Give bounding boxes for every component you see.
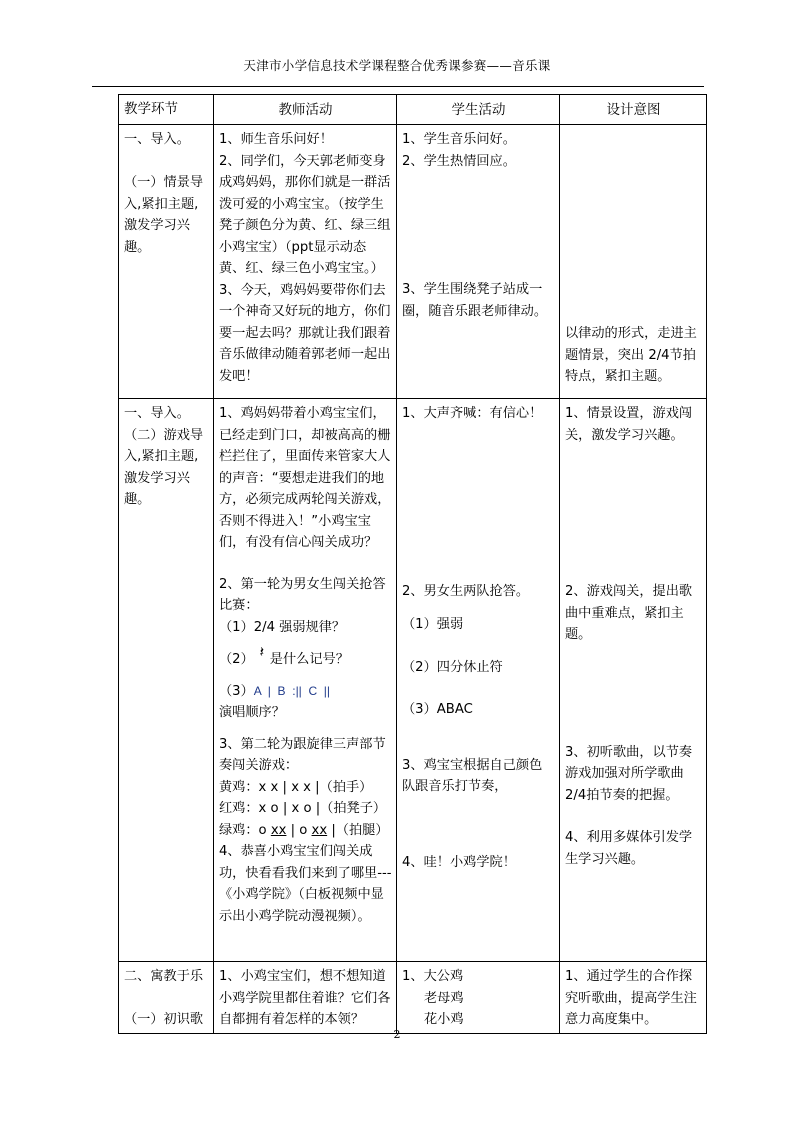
rhythm-green-part: | o [286,822,312,838]
design-text: 4、利用多媒体引发学生学习兴趣。 [565,830,693,867]
student-cell [397,399,560,962]
rest-symbol-icon: 𝄽 [259,643,265,661]
teacher-text: 1、小鸡宝宝们，想不想知道小鸡学院里都住着谁？它们各自都拥有着怎样的本领？ [219,969,391,1027]
stage-cell [119,125,214,399]
page-number: 2 [393,1028,401,1041]
design-text: 2、游戏闯关，提出歌曲中重难点，紧扣主题。 [565,584,693,642]
student-text: 3、学生围绕凳子站成一圈，随音乐跟老师律动。 [402,282,548,319]
table-row [119,125,707,399]
teacher-text: 3、今天，鸡妈妈要带你们去一个神奇又好玩的地方，你们要一起去吗？那就让我们跟着音乐做律动随着郭老师一起出发吧！ [219,282,391,384]
table-header-row [119,95,707,125]
stage-text: 一、导入。 （一）情景导入,紧扣主题,激发学习兴趣。 [124,132,204,255]
header-divider [92,86,704,87]
column-header-design: 设计意图 [560,95,707,125]
question-2 [219,643,392,671]
rhythm-green-part: |（拍腿） [327,822,389,838]
rhythm-green-part: xx [270,822,287,838]
teacher-text: 4、恭喜小鸡宝宝们闯关成功，快看看我们来到了哪里---《小鸡学院》（白板视频中显示出小鸡学院动漫视频）。 [219,844,392,924]
lesson-plan-table [118,94,707,1034]
teacher-cell [214,399,397,962]
answer-3: （3）ABAC [402,702,473,717]
stage-cell [119,399,214,962]
rhythm-yellow: 黄鸡：x x | x x |（拍手） [219,779,373,795]
student-cell [397,125,560,399]
teacher-text: 3、第二轮为跟旋律三声部节奏闯关游戏： [219,736,386,773]
stage-text: 二、寓教于乐 （一）初识歌 [124,969,204,1027]
teacher-text: 2、第一轮为男女生闯关抢答比赛： [219,576,386,613]
design-text: 3、初听歌曲，以节奏游戏加强对所学歌曲2/4拍节奏的把握。 [565,744,693,803]
design-cell [560,399,707,962]
form-sequence: A | B :|| C || [253,683,331,698]
design-text: 1、情景设置，游戏闯关，激发学习兴趣。 [565,406,693,443]
answer-1: （1）强弱 [402,617,464,632]
answer-2: （2）四分休止符 [402,659,503,675]
rhythm-red: 红鸡：x o | x o |（拍凳子） [219,801,387,816]
question-1: （1）2/4 强弱规律？ [219,619,346,635]
column-header-student: 学生活动 [397,95,560,125]
student-text: 4、哇！小鸡学院！ [402,854,516,870]
page-header-title: 天津市小学信息技术学课程整合优秀课参赛——音乐课 [243,58,551,73]
rhythm-green-part: 绿鸡：o [219,822,271,838]
student-text: 1、大声齐喊：有信心！ [402,406,543,421]
column-header-teacher: 教师活动 [214,95,397,125]
question-2-text: 是什么记号？ [269,652,349,667]
design-text: 1、通过学生的合作探究听歌曲，提高学生注意力高度集中。 [565,969,697,1027]
question-3-text: 演唱顺序？ [219,705,285,720]
rhythm-green-part: xx [311,822,328,838]
rhythm-green [219,820,392,842]
question-3 [219,681,392,703]
student-text: 2、男女生两队抢答。 [402,583,530,599]
teacher-text: 1、师生音乐问好！ 2、同学们，今天郭老师变身成鸡妈妈，那你们就是一群活泼可爱的小鸡宝宝。（按学生凳子颜色分为黄、红、绿三组小鸡宝宝）（ppt显示动态黄、红、绿三色小鸡宝宝。） [219,132,391,276]
stage-cell [119,962,214,1034]
student-text: 1、学生音乐问好。 2、学生热情回应。 [402,132,516,169]
table-row [119,962,707,1034]
design-cell [560,125,707,399]
teacher-text: 1、鸡妈妈带着小鸡宝宝们，已经走到门口，却被高高的栅栏拦住了，里面传来管家大人的声音：“要想走进我们的地方，必须完成两轮闯关游戏，否则不得进入！”小鸡宝宝们，有没有信心闯关成功？ [219,406,391,550]
question-2-prefix: （2） [219,652,254,667]
student-text: 3、鸡宝宝根据自己颜色队跟音乐打节奏， [402,757,543,794]
student-text: 花小鸡 [424,1012,464,1027]
student-text: 1、大公鸡 [402,969,464,984]
stage-text: 一、导入。 （二）游戏导入,紧扣主题,激发学习兴趣。 [124,406,204,507]
student-cell [397,962,560,1034]
question-3-prefix: （3） [219,683,254,699]
table-row [119,399,707,962]
teacher-cell [214,125,397,399]
design-text: 以律动的形式，走进主题情景，突出 2/4节拍特点，紧扣主题。 [565,326,697,384]
teacher-cell [214,962,397,1034]
design-cell [560,962,707,1034]
student-text: 老母鸡 [424,990,464,1006]
column-header-stage: 教学环节 [119,95,214,125]
